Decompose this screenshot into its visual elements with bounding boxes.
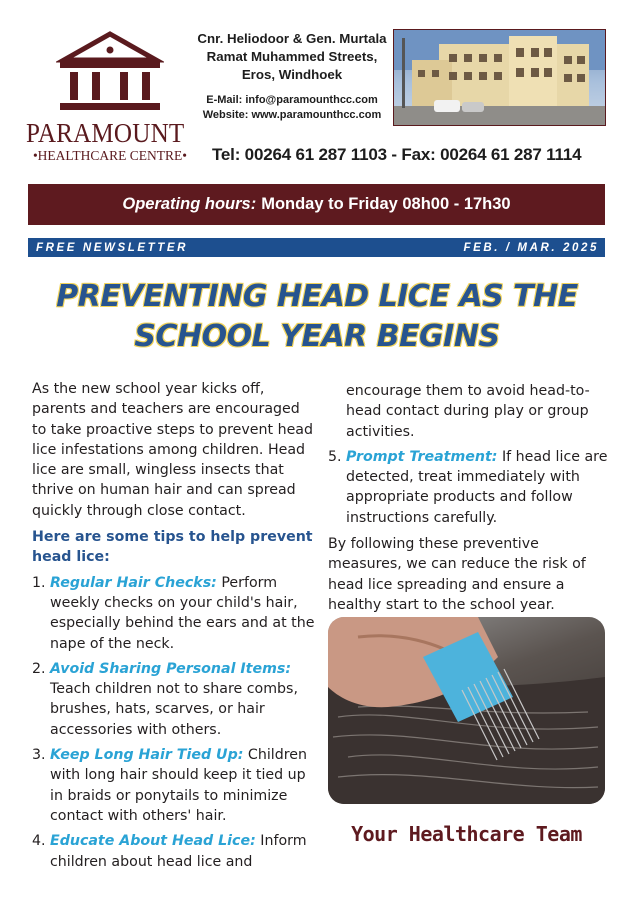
tip-text: Perform weekly checks on your child's hair, especially behind the ears and at the nape of the neck. bbox=[50, 574, 315, 652]
tip-title: Prompt Treatment: bbox=[346, 448, 498, 465]
contact-block bbox=[196, 93, 388, 123]
intro-paragraph: As the new school year kicks off, parents and teachers are encouraged to take proactive steps to prevent head lice infestations among children. Head lice are small, wingless insects that thrive on human hair and can spread quickly through close contact. bbox=[32, 381, 314, 519]
right-column bbox=[328, 381, 610, 615]
list-item bbox=[32, 573, 316, 654]
tip-title: Educate About Head Lice: bbox=[50, 833, 256, 850]
list-number: 4. bbox=[32, 833, 46, 850]
logo-wordmark: PARAMOUNT bbox=[26, 118, 185, 148]
list-item bbox=[32, 659, 316, 740]
tip-text: Children with long hair should keep it tied up in braids or ponytails to minimize contact with others' hair. bbox=[50, 747, 307, 824]
website-text[interactable]: Website: www.paramounthcc.com bbox=[202, 109, 382, 121]
tips-heading: Here are some tips to help prevent head lice: bbox=[32, 529, 313, 566]
logo-subtitle: •HEALTHCARE CENTRE• bbox=[32, 148, 188, 163]
list-item bbox=[32, 831, 316, 872]
issue-date: FEB. / MAR. 2025 bbox=[463, 241, 599, 254]
address-line: Cnr. Heliodoor & Gen. Murtala bbox=[197, 31, 387, 46]
list-number: 5. bbox=[328, 448, 342, 465]
list-item bbox=[328, 447, 610, 528]
building-illustration bbox=[394, 30, 606, 126]
tips-list bbox=[32, 573, 316, 872]
comb-illustration bbox=[328, 617, 605, 804]
signoff: Your Healthcare Team bbox=[351, 822, 582, 846]
operating-hours-bar bbox=[28, 184, 605, 225]
tip-title: Regular Hair Checks: bbox=[50, 574, 217, 591]
address-block bbox=[196, 30, 388, 84]
tip-text: Inform children about head lice and bbox=[50, 833, 307, 870]
left-column bbox=[32, 379, 316, 872]
tip-title: Avoid Sharing Personal Items: bbox=[50, 660, 291, 677]
address-line: Ramat Muhammed Streets, bbox=[206, 49, 378, 64]
list-number: 2. bbox=[32, 660, 46, 677]
newsletter-label: FREE NEWSLETTER bbox=[36, 241, 189, 254]
address-line: Eros, Windhoek bbox=[241, 67, 343, 82]
closing-paragraph: By following these preventive measures, we can reduce the risk of head lice spreading and ensure a healthy start to the school year. bbox=[328, 536, 586, 613]
list-number: 3. bbox=[32, 747, 46, 764]
newsletter-ribbon bbox=[28, 238, 605, 257]
list-number: 1. bbox=[32, 574, 46, 591]
logo bbox=[26, 30, 194, 165]
hours-value: Monday to Friday 08h00 - 17h30 bbox=[261, 195, 511, 213]
phone-fax-line[interactable]: Tel: 00264 61 287 1103 - Fax: 00264 61 287 1114 bbox=[212, 145, 582, 164]
tip-text: If head lice are detected, treat immediately with appropriate products and follow instructions carefully. bbox=[346, 448, 608, 526]
headline-line: PREVENTING HEAD LICE AS THE bbox=[56, 279, 578, 314]
building-photo bbox=[393, 29, 606, 126]
email-text[interactable]: E-Mail: info@paramounthcc.com bbox=[206, 94, 378, 106]
headline-line: SCHOOL YEAR BEGINS bbox=[134, 319, 500, 354]
tips-list-continued bbox=[328, 447, 610, 528]
tip-continued-text: encourage them to avoid head-to-head contact during play or group activities. bbox=[346, 383, 590, 440]
list-item bbox=[32, 745, 316, 826]
lice-comb-photo bbox=[328, 617, 605, 804]
article-headline bbox=[40, 277, 594, 357]
tip-text: Teach children not to share combs, brushes, hats, scarves, or hair accessories with others. bbox=[50, 681, 298, 738]
hours-label: Operating hours: bbox=[122, 195, 257, 213]
tip-title: Keep Long Hair Tied Up: bbox=[50, 747, 244, 764]
building-columns-icon bbox=[56, 30, 164, 112]
